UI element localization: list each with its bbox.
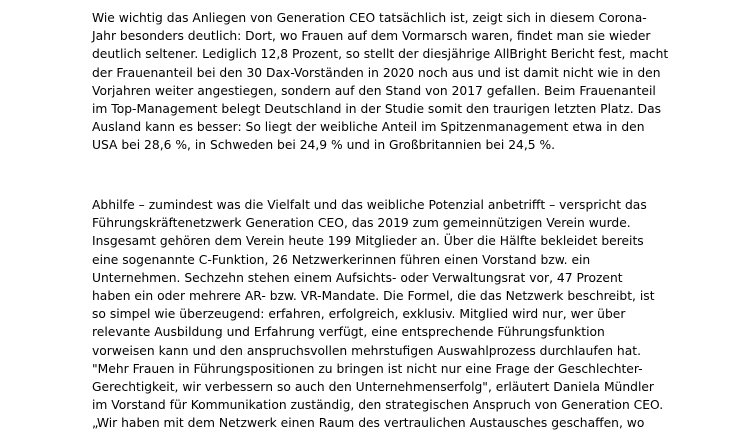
text-line: deutlich seltener. Lediglich 12,8 Prozent, so stellt der diesjährige AllBright Bericht fest, macht xyxy=(92,47,669,62)
text-line: USA bei 28,6 %, in Schweden bei 24,9 % und in Großbritannien bei 24,5 %. xyxy=(92,138,556,153)
text-line: Insgesamt gehören dem Verein heute 199 Mitglieder an. Über die Hälfte bekleidet bereits xyxy=(92,234,644,249)
text-line: Unternehmen. Sechzehn stehen einem Aufsichts- oder Verwaltungsrat vor, 47 Prozent xyxy=(92,270,623,285)
text-line: Gerechtigkeit, wir verbessern so auch den Unternehmenserfolg", erläutert Daniela Mündler xyxy=(92,380,654,395)
text-line: Vorjahren weiter angestiegen, sondern auf den Stand von 2017 gefallen. Beim Frauenanteil xyxy=(92,83,656,98)
text-line: im Vorstand für Kommunikation zuständig, den strategischen Anspruch von Generation CEO. xyxy=(92,398,664,413)
text-line: Führungskräftenetzwerk Generation CEO, das 2019 zum gemeinnützigen Verein wurde. xyxy=(92,216,631,231)
text-line: Abhilfe – zumindest was die Vielfalt und das weibliche Potenzial anbetrifft – verspricht das xyxy=(92,198,647,212)
text-line: Jahr besonders deutlich: Dort, wo Frauen auf dem Vormarsch waren, findet man sie wieder xyxy=(92,29,651,44)
text-line: der Frauenanteil bei den 30 Dax-Vorständen in 2020 noch aus und ist damit nicht wie in den xyxy=(92,65,661,80)
text-line: relevante Ausbildung und Erfahrung verfügt, eine entsprechende Führungsfunktion xyxy=(92,325,605,340)
text-line: vorweisen kann und den anspruchsvollen mehrstufigen Auswahlprozess durchlaufen hat. xyxy=(92,343,641,358)
text-line: Wie wichtig das Anliegen von Generation CEO tatsächlich ist, zeigt sich in diesem Corona- xyxy=(92,11,647,25)
text-line: im Top-Management belegt Deutschland in der Studie somit den traurigen letzten Platz. Das xyxy=(92,102,662,117)
text-line: „Wir haben mit dem Netzwerk einen Raum des vertraulichen Austausches geschaffen, wo xyxy=(92,416,645,431)
text-line: haben ein oder mehrere AR- bzw. VR-Mandate. Die Formel, die das Netzwerk beschreibt, ist xyxy=(92,289,655,304)
text-line: so simpel wie überzeugend: erfahren, erfolgreich, exklusiv. Mitglied wird nur, wer über xyxy=(92,307,626,322)
text-line: Ausland kann es besser: So liegt der weibliche Anteil im Spitzenmanagement etwa in den xyxy=(92,120,645,135)
text-line: eine sogenannte C-Funktion, 26 Netzwerkerinnen führen einen Vorstand bzw. ein xyxy=(92,252,591,267)
paragraph-2 xyxy=(92,196,712,433)
text-line: "Mehr Frauen in Führungspositionen zu bringen ist nicht nur eine Frage der Geschlechter- xyxy=(92,361,643,376)
paragraph-1 xyxy=(92,9,712,155)
